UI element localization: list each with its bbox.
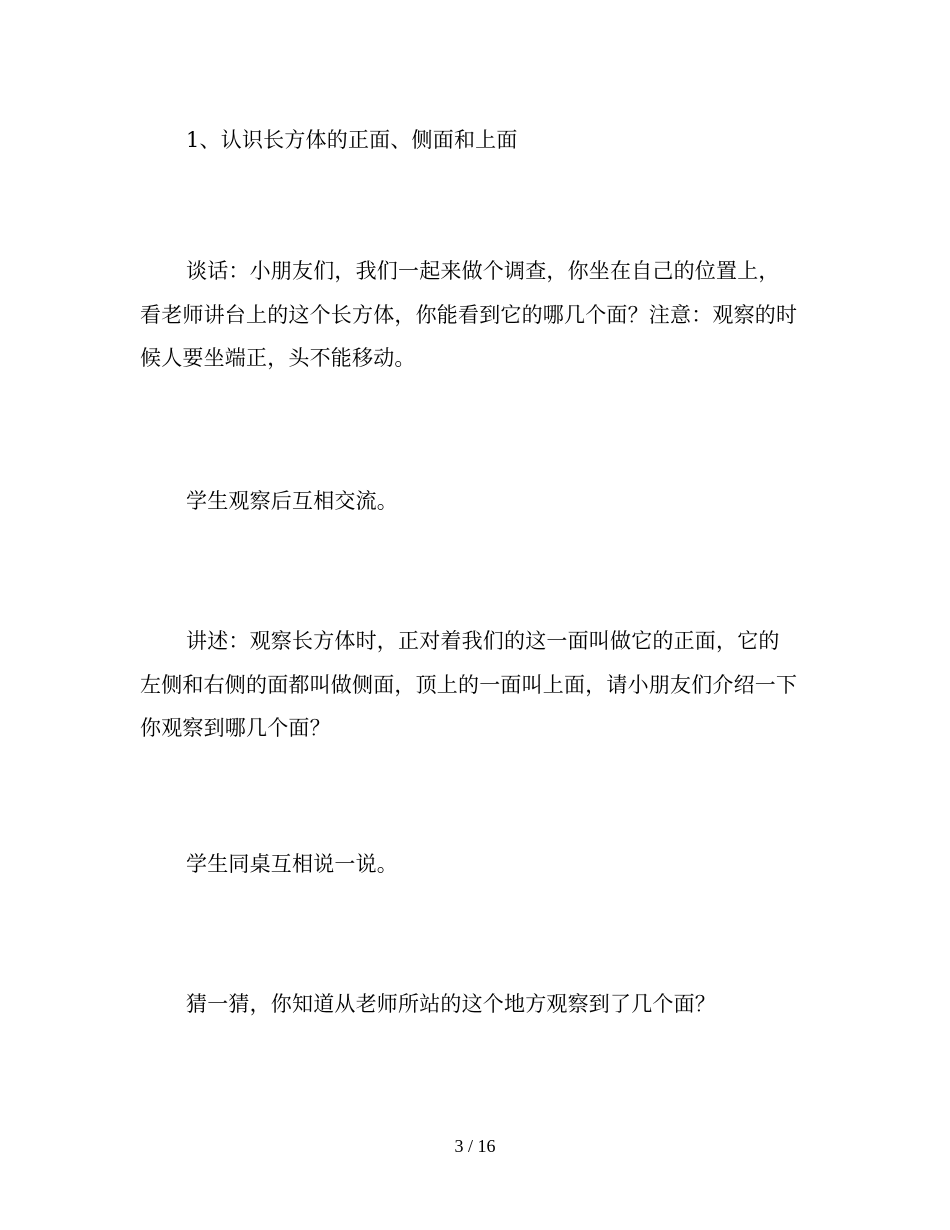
page-number: 3 / 16 — [454, 1136, 496, 1156]
paragraph-explanation: 讲述：观察长方体时，正对着我们的这一面叫做它的正面，它的左侧和右侧的面都叫做侧面，顶上的一面叫上面，请小朋友们介绍一下你观察到哪几个面？ — [140, 629, 798, 740]
paragraph-talk: 谈话：小朋友们，我们一起来做个调查，你坐在自己的位置上，看老师讲台上的这个长方体，你能看到它的哪几个面？注意：观察的时候人要坐端正，头不能移动。 — [140, 259, 798, 370]
paragraph-students-observe: 学生观察后互相交流。 — [186, 489, 398, 513]
paragraph-deskmates: 学生同桌互相说一说。 — [186, 852, 398, 876]
section-heading: 1、认识长方体的正面、侧面和上面 — [186, 128, 518, 152]
paragraph-guess: 猜一猜，你知道从老师所站的这个地方观察到了几个面？ — [186, 992, 716, 1016]
